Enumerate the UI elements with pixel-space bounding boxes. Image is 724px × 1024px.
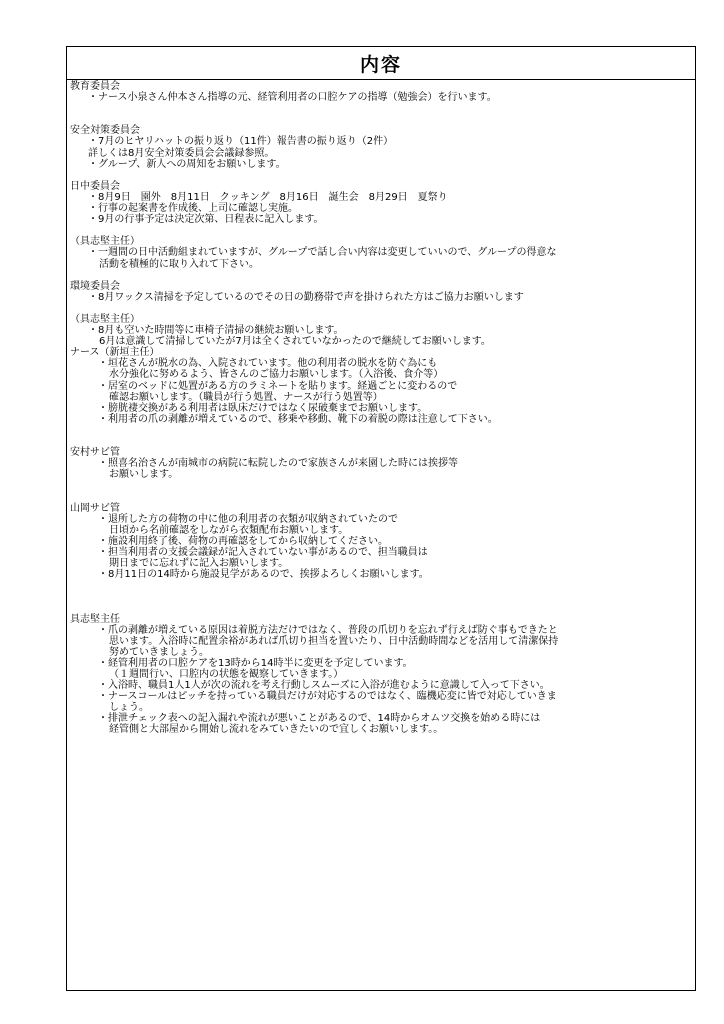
text-line: ・ナース小泉さん仲本さん指導の元、経管利用者の口腔ケアの指導（勉強会）を行います。 [88, 92, 497, 104]
section-heading: 日中委員会 [70, 180, 120, 192]
text-line: 経管側と大部屋から開始し流れをみていきたいので宜しくお願いします。。 [109, 724, 444, 736]
section-heading: ナース（新垣主任） [70, 347, 160, 359]
text-line: ・照喜名治さんが南城市の病院に転院したので家族さんが来園した時には挨拶等 [98, 458, 458, 470]
spacer [70, 103, 689, 114]
text-line: 日頃から名前確認をしながら衣類配布お願いします。 [109, 524, 349, 536]
spacer [70, 303, 689, 314]
text-line: ・垣花さんが脱水の為、入院されています。他の利用者の脱水を防ぐ為にも [98, 358, 438, 370]
text-line: ・膀胱褄交換がある利用者は臥床だけではなく尿破棄までお願いします。 [98, 402, 428, 414]
text-line: 期日までに忘れずに記入お願いします。 [109, 558, 289, 570]
text-line: ・施設利用終了後、荷物の再確認をしてから収納してください。 [98, 535, 388, 547]
text-line: ・9月の行事予定は決定次第、日程表に記入します。 [88, 214, 324, 226]
text-line: （１週間行い、口腔内の状態を観察していきます。） [109, 668, 344, 680]
section-heading: （具志堅主任） [70, 236, 140, 248]
section-heading: 山岡サビ管 [70, 502, 120, 514]
text-line: ・利用者の爪の剥離が増えているので、移乗や移動、靴下の着脱の際は注意して下さい。 [98, 413, 498, 425]
spacer [70, 270, 689, 281]
text-line: ・ナースコールはピッチを持っている職員だけが対応するのではなく、臨機応変に皆で対応していきま [98, 691, 557, 703]
text-line: ・行事の起案書を作成後、上司に確認し実施。 [88, 203, 298, 215]
spacer [70, 170, 689, 181]
spacer [70, 602, 689, 613]
text-line: 水分強化に努めるよう、皆さんのご協力お願いします。（入浴後、食介等） [109, 369, 444, 381]
spacer [70, 480, 689, 491]
text-line: 活動を積極的に取り入れて下さい。 [99, 258, 259, 270]
text-line: ・担当利用者の支援会議録が記入されていない事があるので、担当職員は [98, 546, 428, 558]
section-heading: 安全対策委員会 [70, 125, 140, 137]
text-line: ・入浴時、職員1人1人が次の流れを考え行動しスムーズに入浴が進むように意識して入って下さい。 [98, 680, 550, 692]
text-line: ・退所した方の荷物の中に他の利用者の衣類が収納されていたので [98, 513, 398, 525]
text-line: ・爪の剥離が増えている原因は着脱方法だけではなく、普段の爪切りを忘れず行えば防ぐ事もできたと [98, 624, 558, 636]
text-line: ・経管利用者の口腔ケアを13時から14時半に変更を予定しています。 [98, 657, 413, 669]
text-line: ・一週間の日中活動組まれていますが、グループで話し合い内容は変更していいので、グループの得意な [88, 247, 557, 259]
spacer [70, 491, 689, 502]
section-heading: 具志堅主任 [70, 613, 120, 625]
document-body [70, 81, 689, 736]
text-line: ・8月ワックス清掃を予定しているのでその日の勤務帯で声を掛けられた方はご協力お願いします [88, 291, 524, 303]
text-line: ・8月11日の14時から施設見学があるので、挨拶よろしくお願いします。 [98, 569, 429, 581]
spacer [70, 580, 689, 591]
spacer [70, 225, 689, 236]
section-heading: 安村サビ管 [70, 447, 120, 459]
text-line: ・排泄チェック表への記入漏れや流れが悪いことがあるので、14時からオムツ交換を始める時には [98, 713, 541, 725]
text-line: ・居室のベッドに処置がある方のラミネートを貼ります。経過ごとに変わるので [98, 380, 458, 392]
section-heading: （具志堅主任） [70, 313, 140, 325]
text-line: ・8月も空いた時間等に車椅子清掃の継続お願いします。 [88, 325, 344, 337]
spacer [70, 425, 689, 436]
text-line: ・7月のヒヤリハットの振り返り（11件）報告書の振り返り（2件） [88, 136, 394, 148]
section-heading: 環境委員会 [70, 280, 120, 292]
text-line: 確認お願いします。（職員が行う処置、ナースが行う処置等） [109, 391, 383, 403]
text-line: お願いします。 [109, 469, 179, 481]
spacer [70, 114, 689, 125]
text-line: ・8月9日 園外 8月11日 クッキング 8月16日 誕生会 8月29日 夏祭り [88, 191, 448, 203]
text-line: 6月は意識して清掃していたが7月は全くされていなかったので継続してお願いします。 [99, 336, 491, 348]
page-title: 内容 [359, 53, 402, 76]
spacer [70, 591, 689, 602]
title-row [67, 47, 695, 80]
text-line: ・グループ、新人への周知をお願いします。 [88, 158, 286, 170]
text-line: しょう。 [109, 702, 149, 714]
text-line: 努めていきましょう。 [109, 646, 209, 658]
document-frame [66, 46, 696, 991]
text-line: 詳しくは8月安全対策委員会会議録参照。 [88, 147, 275, 159]
spacer [70, 436, 689, 447]
text-line: 思います。入浴時に配置余裕があれば爪切り担当を置いたり、日中活動時間などを活用して清潔保持 [109, 635, 559, 647]
section-heading: 教育委員会 [70, 81, 120, 92]
